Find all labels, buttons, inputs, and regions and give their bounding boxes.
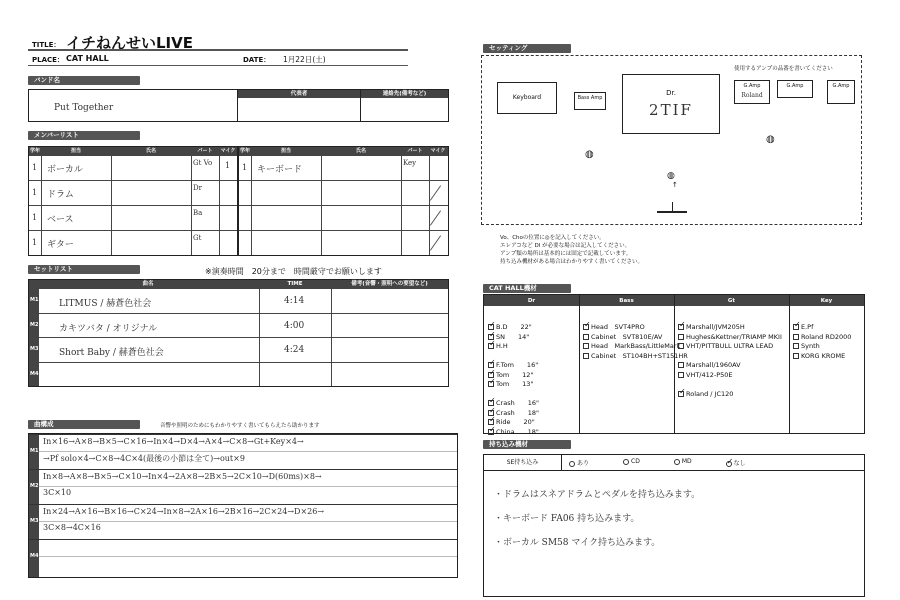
col-line <box>259 280 260 386</box>
equipment-name: Roland / JC120 <box>686 389 734 398</box>
equipment-item <box>488 399 578 409</box>
checkbox[interactable] <box>793 334 799 340</box>
equipment-item <box>488 409 578 419</box>
equipment-name: F.Tom 16" <box>496 361 539 369</box>
equipment-name: Crash 18" <box>496 408 539 417</box>
se-option[interactable] <box>569 458 589 467</box>
bass-col-header: Bass <box>619 298 634 304</box>
setting-note: 持ち込み機材がある場合はわかりやすく書いてください。 <box>500 259 644 265</box>
bass-amp-label: Bass Amp <box>577 95 603 101</box>
keyboard-box <box>497 82 557 114</box>
equipment-item <box>488 418 578 428</box>
checkbox[interactable] <box>488 343 494 349</box>
checkbox[interactable] <box>793 343 799 349</box>
rep-header: 代表者 <box>238 90 360 98</box>
role-header: 担当 <box>280 148 291 154</box>
equipment-name: Ride 20" <box>496 418 535 426</box>
checkbox[interactable] <box>678 372 684 378</box>
song-number: M4 <box>30 370 39 377</box>
setting-note: Vo、Choの位置に◎を記入してください。 <box>500 235 605 241</box>
equipment-item <box>488 333 578 343</box>
structure-line: 3C×10 <box>43 488 72 497</box>
col-line <box>331 280 332 386</box>
band-section-label: バンド名 <box>28 76 140 85</box>
member-mic-slash <box>430 185 441 200</box>
stage-diagram <box>481 55 862 225</box>
carry-note: ・キーボード FA06 持ち込みます。 <box>494 514 640 524</box>
equipment-item <box>488 380 578 390</box>
setting-note: エレアコなど DI が必要な場合は記入してください。 <box>500 243 631 249</box>
role-header: 担当 <box>70 148 81 154</box>
row-line <box>239 155 448 156</box>
equipment-name: KORG KROME <box>801 351 846 360</box>
guide-line <box>39 556 457 557</box>
g-amp-1-box <box>734 80 770 104</box>
setting-notes <box>500 234 643 266</box>
grade-header: 学年 <box>239 148 250 154</box>
member-table <box>28 146 449 256</box>
checkbox[interactable] <box>678 391 684 397</box>
song-number: M3 <box>30 346 39 352</box>
setting-note: アンプ類の場所は基本的には固定で記載しています。 <box>500 251 632 257</box>
row-line <box>29 469 457 470</box>
checkbox[interactable] <box>583 324 589 330</box>
equipment-item <box>678 352 788 362</box>
equipment-name: SN 14" <box>496 332 530 341</box>
member-mic-slash <box>430 235 441 250</box>
checkbox[interactable] <box>793 324 799 330</box>
equipment-item <box>678 390 788 400</box>
equipment-item <box>678 380 788 390</box>
equipment-name: Cabinet ST104BH+ST151HR <box>591 351 688 360</box>
name-header: 氏名 <box>355 148 366 154</box>
checkbox[interactable] <box>678 343 684 349</box>
place-value: CAT HALL <box>66 54 109 63</box>
carry-note: ・ドラムはスネアドラムとペダルを持ち込みます。 <box>494 490 701 500</box>
se-label: SE持ち込み <box>484 455 562 471</box>
band-table <box>28 89 449 122</box>
equipment-name: Hughes&Kettner/TRIAMP MKII <box>686 332 782 341</box>
equipment-name: Tom 13" <box>496 380 534 388</box>
drum-label: Dr. <box>666 89 676 97</box>
contact-header: 連絡先(備考など) <box>361 90 448 98</box>
structure-line: →Pf solo×4→C×8→4C×4(最後の小節は全て)→out×9 <box>43 454 245 463</box>
structure-number: M1 <box>30 448 39 454</box>
structure-line: In×24→A×16→B×16→C×24→In×8→2A×16→2B×16→2C×24→D×26→ <box>43 507 325 516</box>
mic-header: マイク <box>430 148 446 154</box>
se-option[interactable] <box>623 458 640 467</box>
song-time: 4:24 <box>284 345 305 355</box>
date-value: 1月22日(土) <box>283 55 326 64</box>
checkbox[interactable] <box>583 353 589 359</box>
mic-position-icon: ◍ <box>667 171 675 181</box>
guide-line <box>39 521 457 522</box>
carry-box <box>483 454 865 597</box>
checkbox[interactable] <box>488 381 494 387</box>
row-line <box>29 230 237 231</box>
member-section-label: メンバーリスト <box>28 131 140 140</box>
equipment-name: Synth <box>801 342 820 350</box>
member-role: ボーカル <box>47 165 83 175</box>
se-option-label: なし <box>733 460 746 467</box>
se-option[interactable] <box>726 458 746 467</box>
song-time: 4:00 <box>284 320 305 331</box>
equipment-name: VHT/PITTBULL ULTRA LEAD <box>686 342 774 350</box>
member-grade: 1 <box>242 163 248 172</box>
structure-table <box>28 433 458 578</box>
band-name: Put Together <box>54 103 114 113</box>
date-label: DATE： <box>243 56 271 64</box>
dr-col-header: Dr <box>527 298 536 304</box>
row-line <box>29 180 237 181</box>
equipment-item <box>678 361 788 371</box>
equipment-item <box>678 371 788 381</box>
equipment-item <box>678 333 788 343</box>
g-amp-1-model: Roland <box>741 92 763 99</box>
row-line <box>29 434 457 435</box>
equipment-section-label: CAT HALL機材 <box>483 284 571 293</box>
equipment-name: VHT/412-P50E <box>686 370 733 379</box>
key-col-header: Key <box>820 298 833 304</box>
setlist-note: ※演奏時間 20分まで 時間厳守でお願いします <box>205 267 382 276</box>
song-title: カキツバタ / オリジナル <box>59 323 158 334</box>
setting-section-label: セッティング <box>483 44 571 53</box>
equipment-item <box>488 342 578 352</box>
member-role: ドラム <box>47 190 74 200</box>
checkbox[interactable] <box>583 343 589 349</box>
grade-header: 学年 <box>29 148 40 154</box>
row-line <box>29 313 448 314</box>
g-amp-3-label: G.Amp <box>832 83 850 89</box>
se-option[interactable] <box>674 458 692 467</box>
equipment-name: Head MarkBass/LittleMark <box>591 342 681 350</box>
carry-note: ・ボーカル SM58 マイク持ち込みます。 <box>494 538 661 548</box>
g-amp-3-box <box>827 80 855 104</box>
equipment-name: Marshall/1960AV <box>686 361 741 369</box>
checkbox[interactable] <box>678 324 684 330</box>
equipment-item <box>488 352 578 362</box>
equipment-item <box>678 323 788 333</box>
g-amp-2-label: G.Amp <box>786 83 804 89</box>
member-grade: 1 <box>32 213 38 222</box>
member-role: ギター <box>47 240 74 250</box>
row-line <box>29 155 237 156</box>
checkbox[interactable] <box>678 362 684 368</box>
radio-icon[interactable] <box>726 461 732 467</box>
equipment-name: China 18" <box>496 427 539 436</box>
checkbox[interactable] <box>678 334 684 340</box>
song-title: Short Baby / 赫蒼色社会 <box>59 348 164 358</box>
song-time: 4:14 <box>284 296 305 306</box>
equipment-item <box>793 333 863 343</box>
song-number: M1 <box>30 297 39 303</box>
checkbox[interactable] <box>583 334 589 340</box>
mic-position-icon: ◍ <box>766 134 775 145</box>
vocal-mic-icon: ↑ <box>672 181 678 189</box>
member-grade: 1 <box>32 238 38 247</box>
member-part: Dr <box>193 184 202 192</box>
bass-amp-box <box>574 92 606 110</box>
structure-section-label: 曲構成 <box>28 420 140 429</box>
member-mic-slash <box>430 210 441 225</box>
row-line <box>29 337 448 338</box>
equipment-item <box>793 342 863 352</box>
song-header: 曲名 <box>142 281 154 287</box>
radio-icon[interactable] <box>674 459 680 465</box>
time-header: TIME <box>287 281 303 287</box>
radio-icon[interactable] <box>623 459 629 465</box>
song-number: M2 <box>30 321 39 328</box>
equipment-item <box>488 428 578 438</box>
row-line <box>239 205 448 206</box>
row-line <box>29 205 237 206</box>
structure-number: M4 <box>30 553 39 559</box>
guide-line <box>39 451 457 452</box>
remarks-header: 備考(音響・照明への要望など) <box>351 281 428 287</box>
equipment-name: H.H <box>496 342 521 350</box>
structure-line: 3C×8→4C×16 <box>43 523 101 532</box>
mic-position-icon: ◍ <box>585 149 594 160</box>
equipment-name: Head SVT4PRO <box>591 323 645 331</box>
event-title: イチねんせいLIVE <box>66 34 193 52</box>
gt-col-header: Gt <box>727 298 736 304</box>
drum-box <box>622 74 720 134</box>
title-label: TITLE： <box>32 41 61 49</box>
equipment-table <box>483 294 865 434</box>
g-amp-1-label: G.Amp <box>743 83 761 89</box>
equipment-item <box>583 323 673 333</box>
equipment-item <box>488 390 578 400</box>
row-line <box>29 362 448 363</box>
se-option-label: CD <box>631 458 640 465</box>
amp-note: 使用するアンプの品番を書いてください <box>734 66 833 72</box>
checkbox[interactable] <box>793 353 799 359</box>
structure-line: In×8→A×8→B×5→C×10→In×4→2A×8→2B×5→2C×10→D(60ms)×8→ <box>43 472 322 481</box>
radio-icon[interactable] <box>569 461 575 467</box>
member-role: ベース <box>47 215 74 225</box>
name-header: 氏名 <box>145 148 156 154</box>
equipment-item <box>488 371 578 381</box>
equipment-item <box>488 323 578 333</box>
member-part: Key <box>403 159 417 167</box>
part-header: パート <box>407 148 423 154</box>
equipment-item <box>793 323 863 333</box>
mic-header: マイク <box>220 148 236 154</box>
g-amp-2-box <box>777 80 813 98</box>
member-grade: 1 <box>32 163 38 172</box>
equipment-item <box>583 333 673 343</box>
keyboard-label: Keyboard <box>512 94 542 101</box>
equipment-name: E.Pf <box>801 323 814 331</box>
place-label: PLACE： <box>32 56 64 64</box>
equipment-item <box>793 352 863 362</box>
row-line <box>29 504 457 505</box>
structure-number: M3 <box>30 518 39 524</box>
se-option-label: あり <box>577 460 590 467</box>
row-line <box>239 230 448 231</box>
structure-number: M2 <box>30 483 39 489</box>
setlist-table <box>28 279 449 387</box>
member-role: キーボード <box>257 165 303 175</box>
member-part: Ba <box>193 209 203 217</box>
equipment-name: Crash 16" <box>496 399 539 407</box>
equipment-name: B.D 22" <box>496 323 532 331</box>
member-mic: 1 <box>225 161 231 170</box>
equipment-name: Cabinet SVT810E/AV <box>591 332 663 341</box>
member-part: Gt Vo <box>193 159 213 167</box>
se-option-label: MD <box>681 458 692 465</box>
row-line <box>239 180 448 181</box>
drum-model: 2TIF <box>649 101 693 119</box>
equipment-name: Marshall/JVM205H <box>686 323 745 331</box>
carry-section-label: 持ち込み機材 <box>483 440 571 449</box>
equipment-item <box>583 342 681 352</box>
equipment-item <box>488 361 578 371</box>
equipment-name: Roland RD2000 <box>801 332 852 341</box>
equipment-name: Tom 12" <box>496 370 534 379</box>
row-line <box>29 539 457 540</box>
song-title: LITMUS / 赫蒼色社会 <box>59 299 152 309</box>
member-part: Gt <box>193 234 202 242</box>
structure-line: In×16→A×8→B×5→C×16→In×4→D×4→A×4→C×8→Gt+Key×4→ <box>43 437 304 446</box>
guide-line <box>39 486 457 487</box>
setlist-section-label: セットリスト <box>28 265 140 274</box>
checkbox[interactable] <box>488 429 494 435</box>
equipment-item <box>678 342 788 352</box>
part-header: パート <box>197 148 213 154</box>
structure-note: 音響や照明のためにもわかりやすく書いてもらえたら助かります <box>160 423 320 429</box>
member-grade: 1 <box>32 188 38 197</box>
row-line <box>29 288 448 289</box>
equipment-item <box>583 351 688 362</box>
